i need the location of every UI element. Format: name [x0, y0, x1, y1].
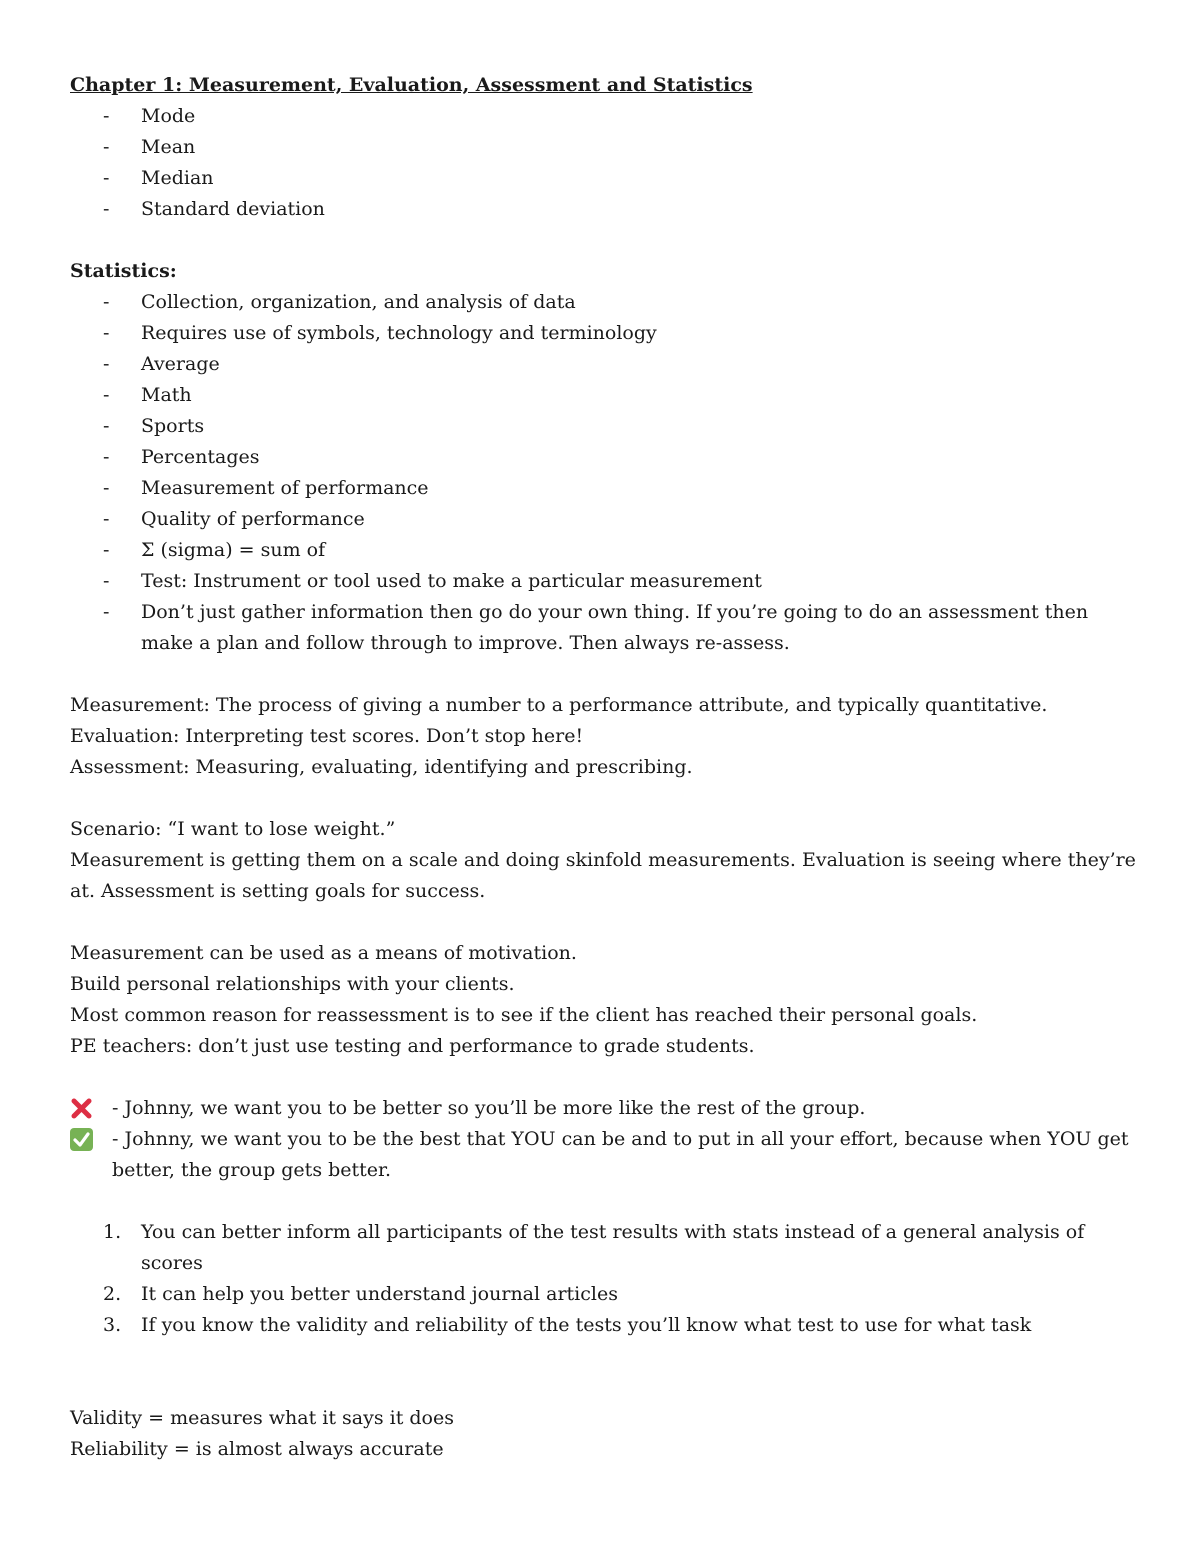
dash-marker: -: [103, 198, 110, 220]
statistics-item-text: Average: [141, 353, 220, 375]
statistics-list: [70, 287, 1140, 659]
document-page: [70, 70, 1140, 1465]
list-item: [70, 287, 1140, 318]
statistics-item-text: Math: [141, 384, 192, 406]
statistics-item-text: Percentages: [141, 446, 260, 468]
chapter-heading: Chapter 1: Measurement, Evaluation, Assessment and Statistics: [70, 74, 753, 96]
cross-mark-icon: [70, 1097, 93, 1120]
topic-text: Mode: [141, 105, 196, 127]
topic-text: Mean: [141, 136, 196, 158]
wrong-example-text: - Johnny, we want you to be better so you’ll be more like the rest of the group.: [112, 1097, 866, 1119]
definition-measurement: Measurement: The process of giving a number to a performance attribute, and typically quantitative.: [70, 694, 1048, 716]
dash-marker: -: [103, 477, 110, 499]
spacer: [70, 659, 1140, 690]
dash-marker: -: [103, 322, 110, 344]
list-item: [70, 132, 1140, 163]
reasons-list: [70, 1217, 1140, 1341]
list-item: [70, 411, 1140, 442]
list-item: [70, 380, 1140, 411]
statistics-item-text: Requires use of symbols, technology and terminology: [141, 322, 657, 344]
validity-definition: Validity = measures what it says it does: [70, 1407, 454, 1429]
dash-marker: -: [103, 508, 110, 530]
list-item: [70, 566, 1140, 597]
statistics-item-text: Quality of performance: [141, 508, 365, 530]
statistics-label: Statistics:: [70, 260, 177, 282]
scenario-title: Scenario: “I want to lose weight.”: [70, 818, 396, 840]
list-item: [70, 1217, 1140, 1279]
statistics-item-text: Test: Instrument or tool used to make a particular measurement: [141, 570, 762, 592]
dash-marker: -: [103, 384, 110, 406]
right-example: [70, 1124, 1140, 1186]
dash-marker: -: [103, 105, 110, 127]
reliability-definition: Reliability = is almost always accurate: [70, 1438, 444, 1460]
topic-text: Median: [141, 167, 214, 189]
dash-marker: -: [103, 601, 110, 623]
note-line: Most common reason for reassessment is to see if the client has reached their personal goals.: [70, 1004, 978, 1026]
statistics-item-text: Sports: [141, 415, 205, 437]
note-line: Build personal relationships with your clients.: [70, 973, 515, 995]
spacer: [70, 1186, 1140, 1217]
reason-text: If you know the validity and reliability of the tests you’ll know what test to use for what task: [141, 1314, 1032, 1336]
list-item: [70, 318, 1140, 349]
definition-assessment: Assessment: Measuring, evaluating, identifying and prescribing.: [70, 756, 693, 778]
dash-marker: -: [103, 446, 110, 468]
right-example-text: - Johnny, we want you to be the best that YOU can be and to put in all your effort, because when YOU get better, the group gets better.: [112, 1128, 1129, 1181]
number-marker: 1.: [103, 1221, 122, 1243]
note-line: PE teachers: don’t just use testing and performance to grade students.: [70, 1035, 755, 1057]
list-item: [70, 597, 1140, 659]
statistics-item-text: Σ (sigma) = sum of: [141, 539, 326, 561]
topic-text: Standard deviation: [141, 198, 325, 220]
note-line: Measurement can be used as a means of motivation.: [70, 942, 577, 964]
dash-marker: -: [103, 291, 110, 313]
reason-text: It can help you better understand journal articles: [141, 1283, 618, 1305]
spacer: [70, 225, 1140, 256]
number-marker: 2.: [103, 1283, 122, 1305]
number-marker: 3.: [103, 1314, 122, 1336]
list-item: [70, 349, 1140, 380]
list-item: [70, 194, 1140, 225]
spacer: [70, 907, 1140, 938]
dash-marker: -: [103, 167, 110, 189]
reason-text: You can better inform all participants of the test results with stats instead of a general analysis of scores: [141, 1221, 1085, 1274]
list-item: [70, 535, 1140, 566]
dash-marker: -: [103, 353, 110, 375]
spacer: [70, 783, 1140, 814]
list-item: [70, 163, 1140, 194]
dash-marker: -: [103, 539, 110, 561]
list-item: [70, 442, 1140, 473]
spacer: [70, 1062, 1140, 1093]
definition-evaluation: Evaluation: Interpreting test scores. Don’t stop here!: [70, 725, 584, 747]
dash-marker: -: [103, 136, 110, 158]
spacer: [70, 1341, 1140, 1372]
statistics-item-text: Collection, organization, and analysis of data: [141, 291, 576, 313]
statistics-item-text: Don’t just gather information then go do your own thing. If you’re going to do an assessment then make a plan and follow through to improve. Then always re-assess.: [141, 601, 1089, 654]
check-mark-icon: [70, 1128, 93, 1151]
list-item: [70, 1310, 1140, 1341]
dash-marker: -: [103, 570, 110, 592]
list-item: [70, 504, 1140, 535]
list-item: [70, 1279, 1140, 1310]
scenario-text: Measurement is getting them on a scale and doing skinfold measurements. Evaluation is seeing where they’re at. Assessment is setting goals for success.: [70, 849, 1136, 902]
wrong-example: [70, 1093, 1140, 1124]
list-item: [70, 473, 1140, 504]
statistics-item-text: Measurement of performance: [141, 477, 429, 499]
topics-list: [70, 101, 1140, 225]
dash-marker: -: [103, 415, 110, 437]
spacer: [70, 1372, 1140, 1403]
list-item: [70, 101, 1140, 132]
